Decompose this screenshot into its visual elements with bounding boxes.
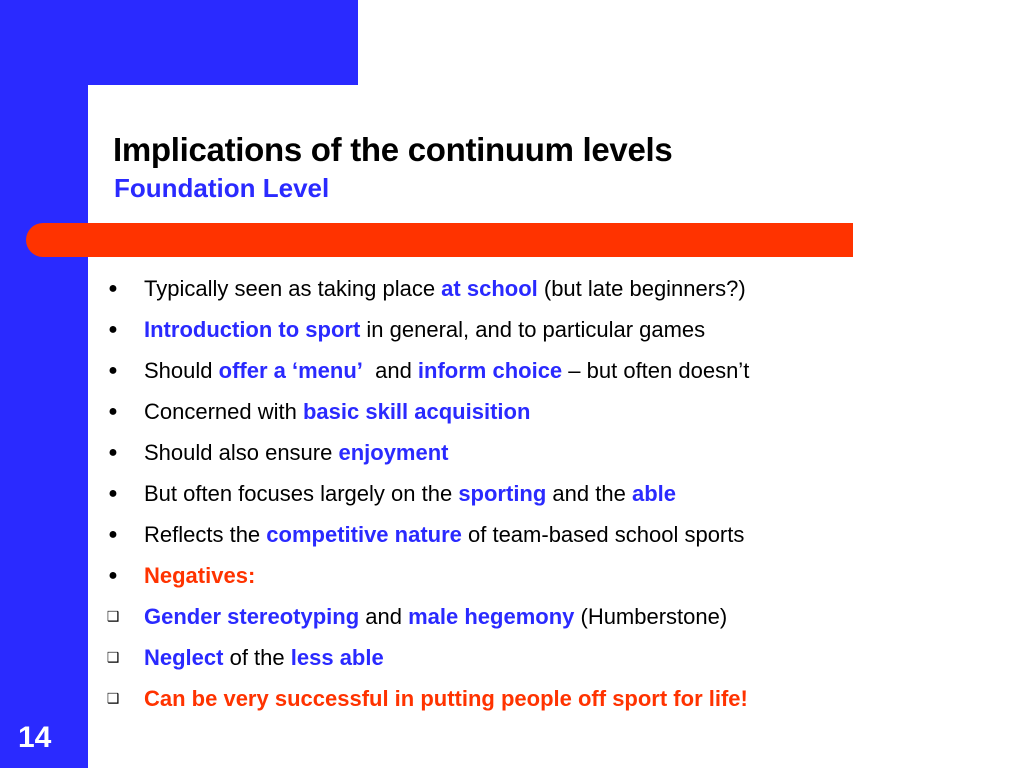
- bullet-text: Concerned with basic skill acquisition: [144, 399, 531, 424]
- title-underline-bar: [26, 223, 853, 257]
- page-number: 14: [18, 721, 52, 754]
- bullet-item: [102, 391, 1002, 432]
- checkbox-bullet-icon: [102, 678, 124, 719]
- bullet-dot-icon: [102, 268, 124, 309]
- slide-subtitle: Foundation Level: [114, 173, 330, 203]
- bullet-text: Can be very successful in putting people off sport for life!: [144, 686, 748, 711]
- checkbox-bullet-icon: [102, 596, 124, 637]
- checkbox-bullet-icon: [102, 637, 124, 678]
- bullet-text: Introduction to sport in general, and to particular games: [144, 317, 706, 342]
- bullet-text: Neglect of the less able: [144, 645, 384, 670]
- bullet-dot-icon: [102, 309, 124, 350]
- bullet-text: But often focuses largely on the sporting and the able: [144, 481, 676, 506]
- bullet-item: [102, 473, 1002, 514]
- bullet-text: Gender stereotyping and male hegemony (Humberstone): [144, 604, 728, 629]
- sub-bullet-item: [102, 637, 1002, 678]
- bullet-dot-icon: [102, 350, 124, 391]
- bullet-text: Should also ensure enjoyment: [144, 440, 449, 465]
- bullet-item: [102, 309, 1002, 350]
- bullet-text: Reflects the competitive nature of team-based school sports: [144, 522, 745, 547]
- bullet-dot-icon: [102, 514, 124, 555]
- left-accent-bar: [0, 0, 88, 768]
- bullet-text: Negatives:: [144, 563, 256, 588]
- bullet-item: [102, 514, 1002, 555]
- bullet-item: [102, 555, 1002, 596]
- bullet-text: Typically seen as taking place at school (but late beginners?): [144, 276, 746, 301]
- slide-title: Implications of the continuum levels: [113, 131, 673, 168]
- bullet-text: Should offer a ‘menu’ and inform choice – but often doesn’t: [144, 358, 750, 383]
- bullet-item: [102, 350, 1002, 391]
- bullet-dot-icon: [102, 473, 124, 514]
- top-accent-bar: [0, 0, 358, 85]
- bullet-dot-icon: [102, 391, 124, 432]
- bullet-item: [102, 268, 1002, 309]
- bullet-list: [102, 268, 1002, 719]
- bullet-dot-icon: [102, 555, 124, 596]
- sub-bullet-item: [102, 596, 1002, 637]
- sub-bullet-item: [102, 678, 1002, 719]
- bullet-item: [102, 432, 1002, 473]
- bullet-dot-icon: [102, 432, 124, 473]
